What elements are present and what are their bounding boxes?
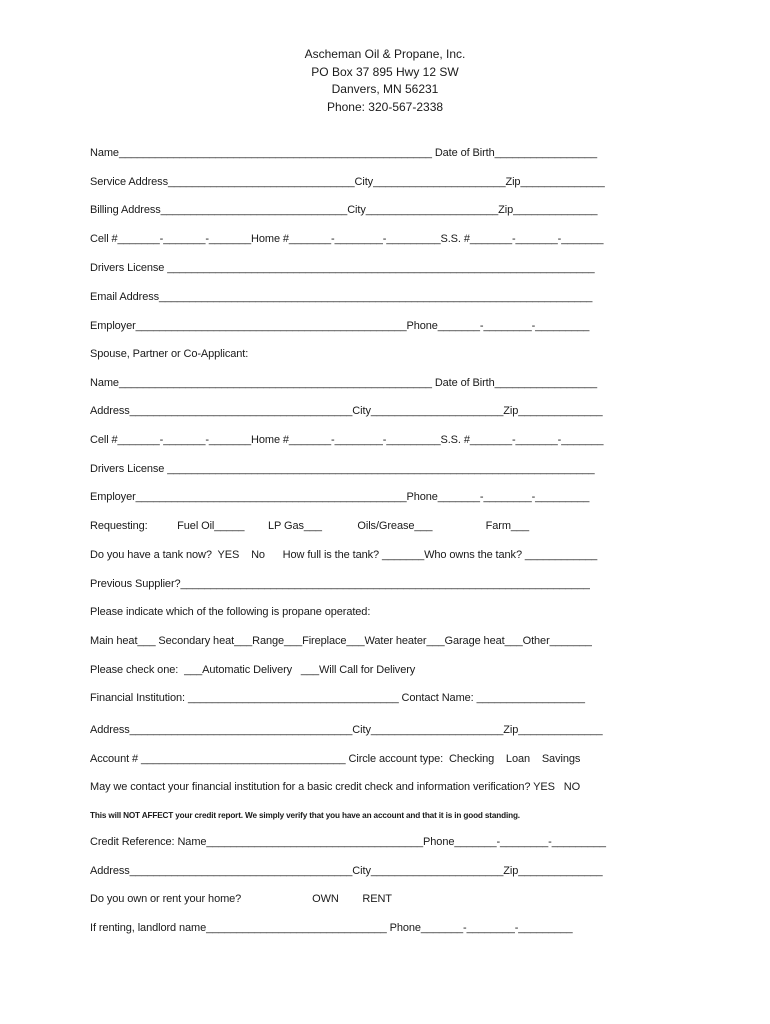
credit-reference-field[interactable]: Credit Reference: Name____________________________________Phone_______-________-_________	[90, 836, 606, 848]
drivers-license-field[interactable]: Drivers License _______________________________________________________________________	[90, 262, 595, 274]
email-address-field[interactable]: Email Address________________________________________________________________________	[90, 291, 593, 303]
propane-operated-heading: Please indicate which of the following is propane operated:	[90, 606, 371, 618]
credit-reference-address-field[interactable]: Address_____________________________________City______________________Zip______________	[90, 865, 603, 877]
name-field[interactable]: Name____________________________________________________ Date of Birth_________________	[90, 147, 597, 159]
previous-supplier-field[interactable]: Previous Supplier?____________________________________________________________________	[90, 578, 590, 590]
co-applicant-name-field[interactable]: Name____________________________________________________ Date of Birth_________________	[90, 377, 597, 389]
own-or-rent-field[interactable]: Do you own or rent your home? OWN RENT	[90, 893, 392, 905]
financial-address-field[interactable]: Address_____________________________________City______________________Zip______________	[90, 724, 603, 736]
landlord-field[interactable]: If renting, landlord name______________________________ Phone_______-________-_________	[90, 922, 573, 934]
co-applicant-drivers-license-field[interactable]: Drivers License _______________________________________________________________________	[90, 463, 595, 475]
employer-field[interactable]: Employer_____________________________________________Phone_______-________-_________	[90, 320, 590, 332]
co-applicant-address-field[interactable]: Address_____________________________________City______________________Zip______________	[90, 405, 603, 417]
co-applicant-phone-ssn-field[interactable]: Cell #_______-_______-_______Home #_______-________-_________S.S. #_______-_______-_______	[90, 434, 604, 446]
company-name: Ascheman Oil & Propane, Inc.	[304, 47, 466, 61]
form-header	[0, 46, 770, 116]
delivery-type-field[interactable]: Please check one: ___Automatic Delivery ___Will Call for Delivery	[90, 664, 416, 676]
propane-appliances-field[interactable]: Main heat___ Secondary heat___Range___Fireplace___Water heater___Garage heat___Other_______	[90, 635, 592, 647]
tank-question-field[interactable]: Do you have a tank now? YES No How full is the tank? _______Who owns the tank? ____________	[90, 549, 598, 561]
financial-institution-field[interactable]: Financial Institution: ___________________________________ Contact Name: __________________	[90, 692, 585, 704]
company-address-line2: Danvers, MN 56231	[331, 82, 439, 96]
co-applicant-employer-field[interactable]: Employer_____________________________________________Phone_______-________-_________	[90, 491, 590, 503]
service-address-field[interactable]: Service Address_______________________________City______________________Zip______________	[90, 176, 605, 188]
account-field[interactable]: Account # __________________________________ Circle account type: Checking Loan Savings	[90, 753, 581, 765]
company-address-line1: PO Box 37 895 Hwy 12 SW	[311, 64, 459, 79]
company-phone: Phone: 320-567-2338	[326, 99, 444, 114]
billing-address-field[interactable]: Billing Address_______________________________City______________________Zip______________	[90, 204, 598, 216]
credit-check-consent-field[interactable]: May we contact your financial institution for a basic credit check and information verification? YES NO	[90, 781, 581, 793]
requesting-field[interactable]: Requesting: Fuel Oil_____ LP Gas___ Oils/Grease___ Farm___	[90, 520, 529, 532]
credit-report-notice: This will NOT AFFECT your credit report. We simply verify that you have an account and that it is in good standing.	[90, 811, 520, 820]
co-applicant-heading: Spouse, Partner or Co-Applicant:	[90, 348, 249, 360]
phone-ssn-field[interactable]: Cell #_______-_______-_______Home #_______-________-_________S.S. #_______-_______-_______	[90, 233, 604, 245]
